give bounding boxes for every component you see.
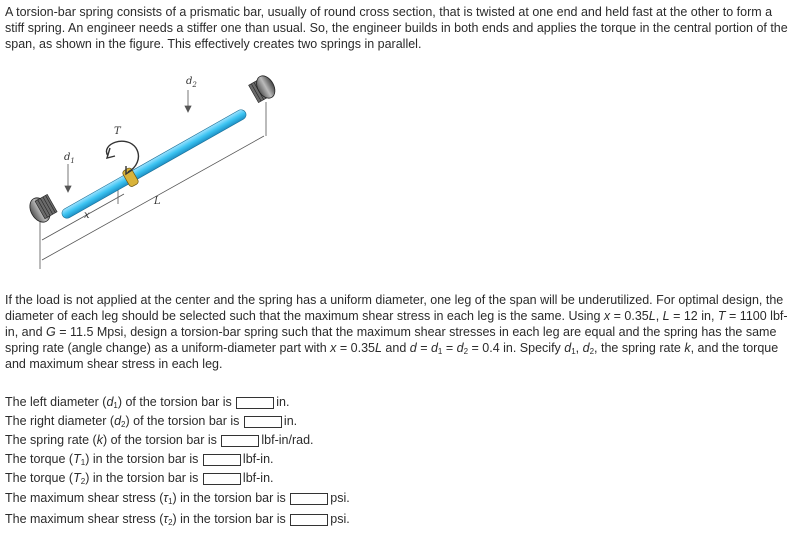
spring-rate-input[interactable] xyxy=(221,435,259,447)
left-end-cap xyxy=(26,192,59,226)
left-diameter-input[interactable] xyxy=(236,397,274,409)
right-diameter-input[interactable] xyxy=(244,416,282,428)
unit-in: in. xyxy=(276,395,290,409)
torsion-bar-figure xyxy=(14,64,314,274)
unit-psi: psi. xyxy=(330,491,350,505)
label-d2: $d_2$ xyxy=(186,76,197,89)
question-shear-stress-2: The maximum shear stress $(\tau_2)$ in the torsion bar is psi. xyxy=(5,512,350,527)
question-torque-1: The torque $(T_1)$ in the torsion bar is lbf-in. xyxy=(5,452,274,467)
question-right-diameter: The right diameter $(d_2)$ of the torsion bar is in. xyxy=(5,414,298,429)
shear-stress-1-input[interactable] xyxy=(290,493,328,505)
torque-arrow xyxy=(106,141,138,174)
label-d1: $d_1$ xyxy=(64,152,75,165)
unit-lbf-in-rad: lbf-in/rad. xyxy=(261,433,314,447)
label-x: x xyxy=(84,210,90,221)
dimension-lines xyxy=(40,102,266,269)
torque-2-input[interactable] xyxy=(203,473,241,485)
label-length: L xyxy=(154,196,161,207)
unit-lbf-in: lbf-in. xyxy=(242,471,274,485)
shear-stress-2-input[interactable] xyxy=(290,514,328,526)
intro-paragraph: A torsion-bar spring consists of a prismatic bar, usually of round cross section, that is twisted at one end and held fast at the other to form a stiff spring. An engineer needs a stiffer one than usual. So, the engineer builds in both ends and applies the torque in the central portion of the span, as shown in the figure. This effectively creates two springs in parallel. xyxy=(5,5,788,51)
question-spring-rate: The spring rate (k) of the torsion bar is lbf-in/rad. xyxy=(5,433,314,447)
problem-paragraph: If the load is not applied at the center and the spring has a uniform diameter, one leg of the span will be underutilized. For optimal design, the diameter of each leg should be selected such that the maximum shear stress in each leg is the same. Using x = 0.35L, L = 12 in, T = 1100 lbf-in, and G = 11.5 Mpsi, design a torsion-bar spring such that the maximum shear stresses in each leg are equal and the spring has the same spring rate (angle change) as a uniform-diameter part with x = 0.35L and $d = d_1 = d_2 = 0.4$ in. Specify $d_1$, $d_2$, the spring rate k, and the torque and maximum shear stress in each leg. xyxy=(5,293,788,371)
torque-1-input[interactable] xyxy=(203,454,241,466)
question-shear-stress-1: The maximum shear stress $(\tau_1)$ in the torsion bar is psi. xyxy=(5,491,350,506)
unit-lbf-in: lbf-in. xyxy=(242,452,274,466)
unit-in: in. xyxy=(283,414,298,428)
question-torque-2: The torque $(T_2)$ in the torsion bar is lbf-in. xyxy=(5,471,274,486)
question-left-diameter: The left diameter $(d_1)$ of the torsion bar is in. xyxy=(5,395,290,410)
label-torque: T xyxy=(114,126,121,137)
right-end-cap xyxy=(248,73,279,105)
unit-psi: psi. xyxy=(330,512,350,526)
